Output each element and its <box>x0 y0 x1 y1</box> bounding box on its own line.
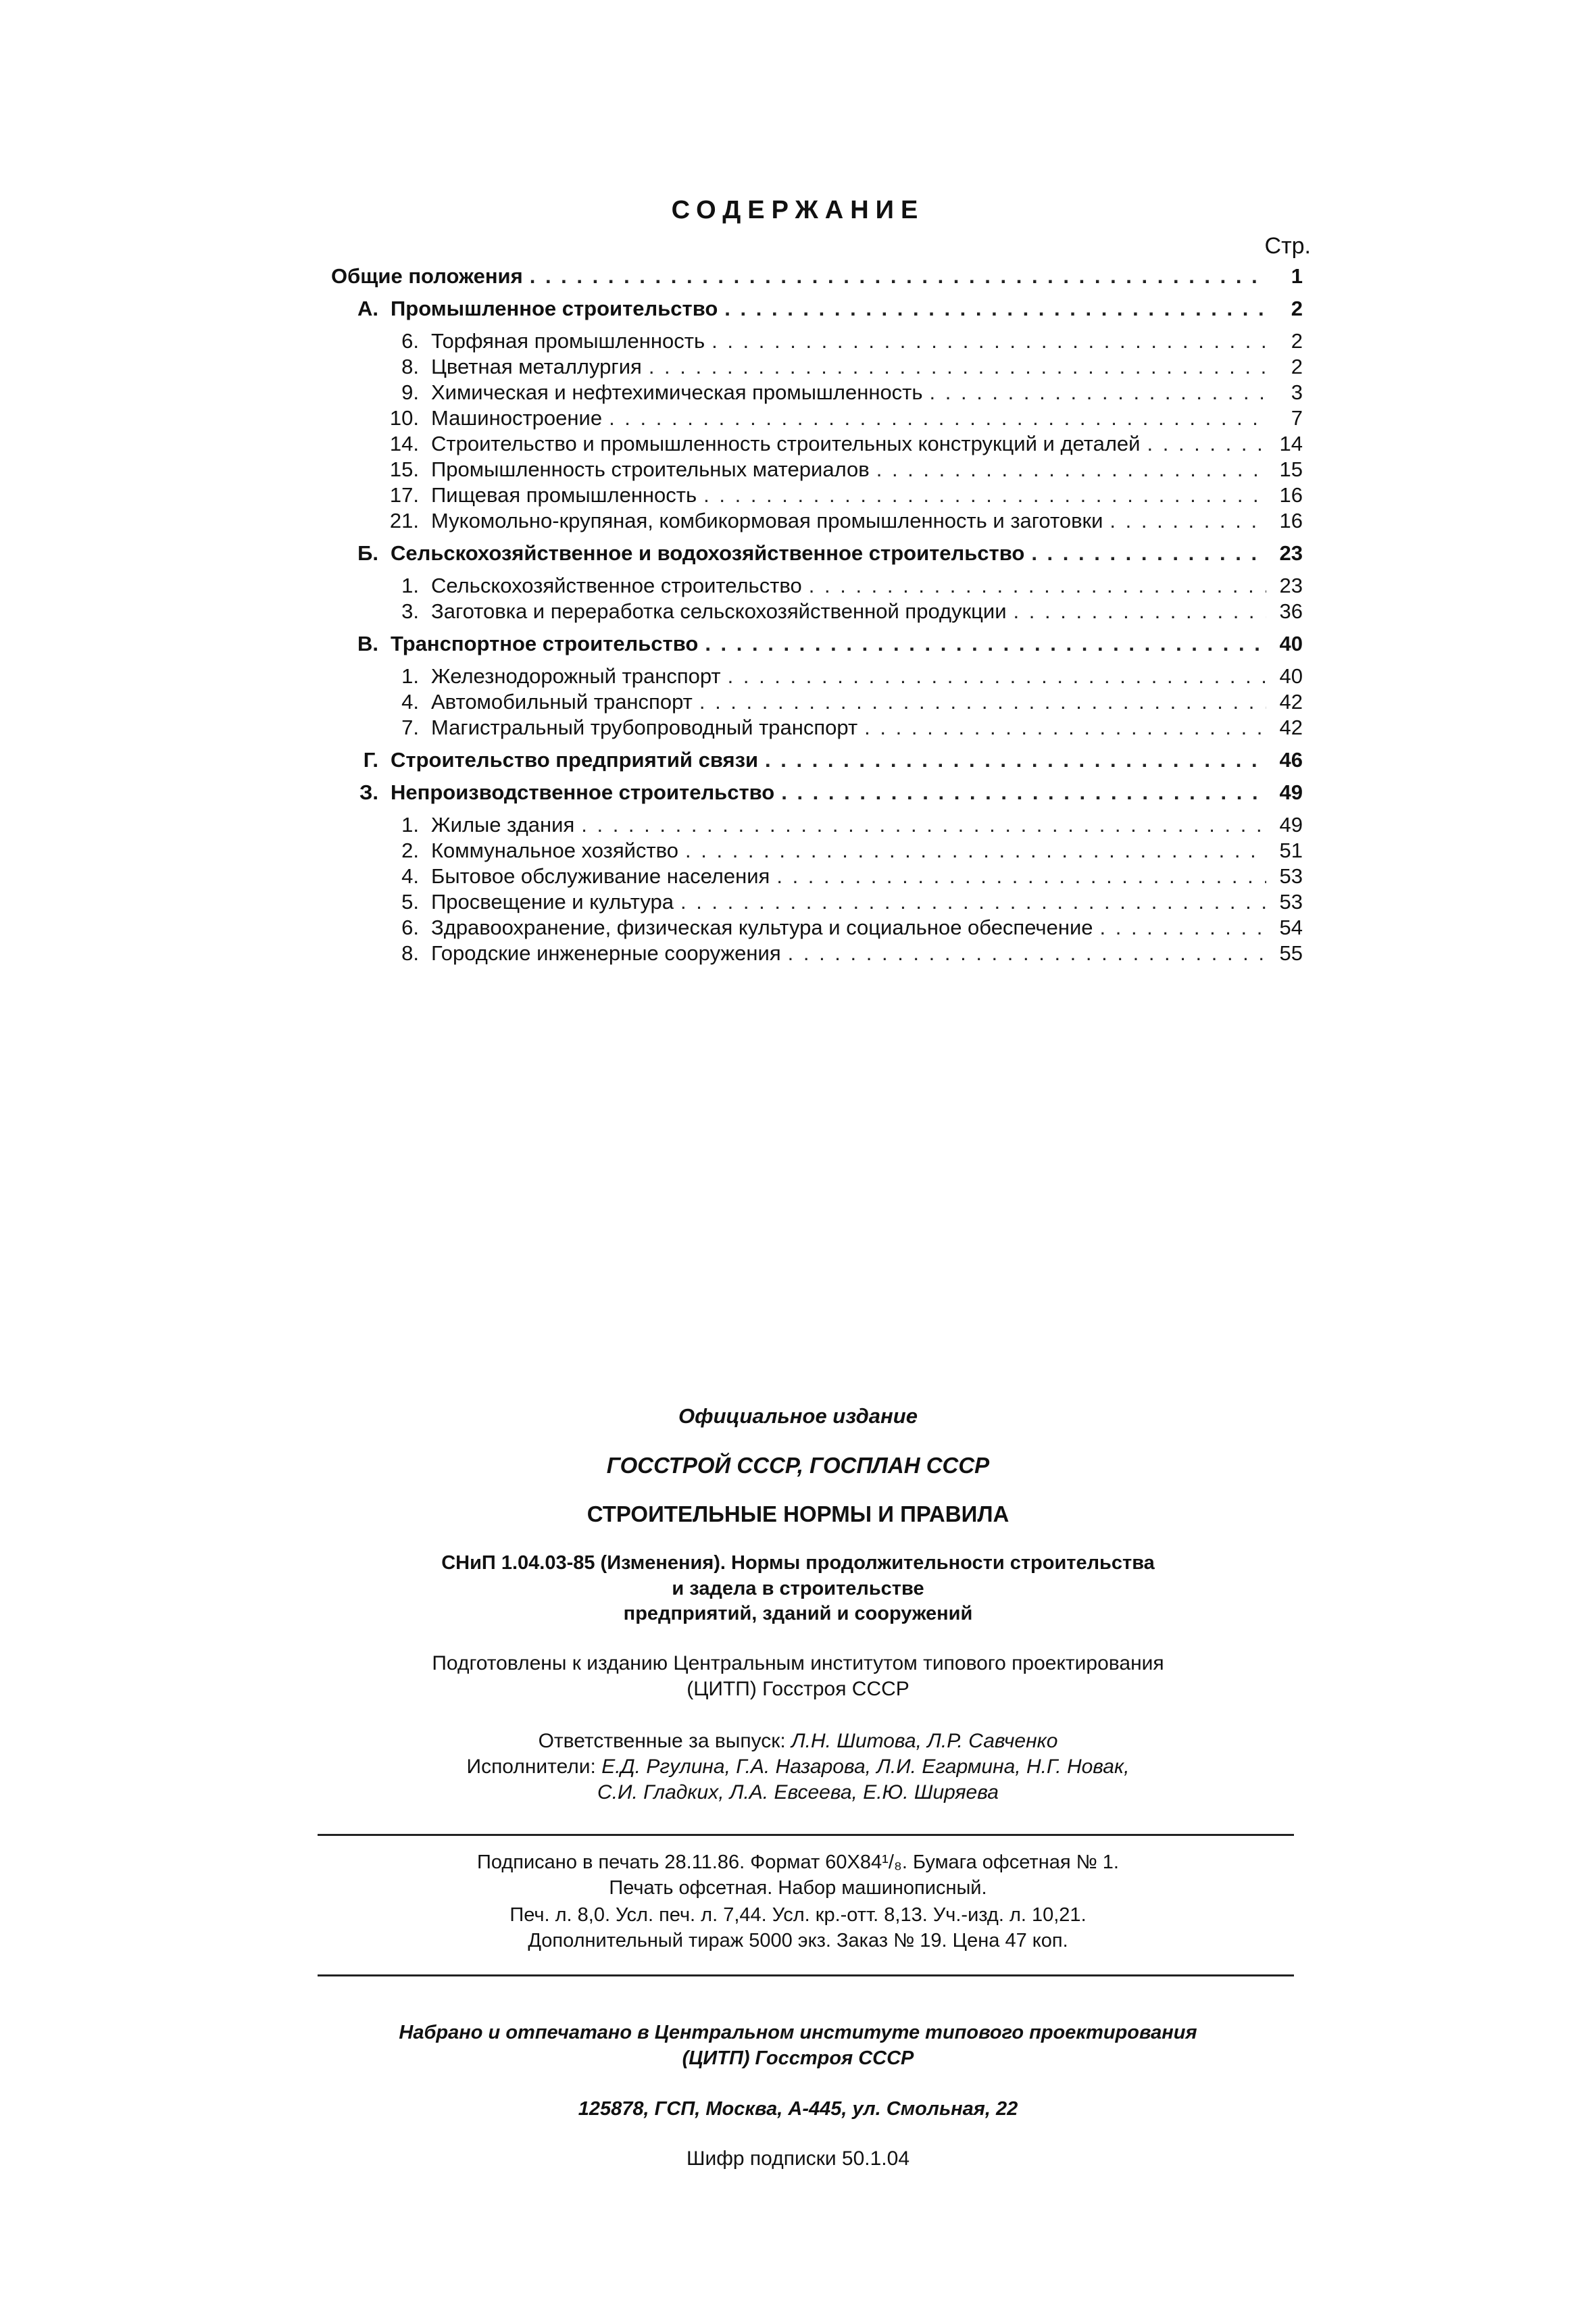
toc-entry-number: 6. <box>401 916 419 939</box>
toc-entry-label: Просвещение и культура <box>431 890 674 914</box>
toc-dot-leader <box>705 631 1266 657</box>
prepared-by-line-1: Подготовлены к изданию Центральным институтом типового проектирования <box>432 1652 1164 1674</box>
toc-dot-leader <box>724 296 1266 322</box>
toc-entry-page: 36 <box>1279 599 1303 623</box>
toc-entry-label: Пищевая промышленность <box>431 483 697 507</box>
toc-entry-number: 1. <box>401 813 419 837</box>
toc-subentry <box>331 689 1303 715</box>
toc-entry-page: 51 <box>1279 839 1303 862</box>
toc-gap <box>331 773 1303 780</box>
toc-title: СОДЕРЖАНИЕ <box>671 196 925 224</box>
divider-bottom <box>318 1974 1294 1976</box>
toc-gap <box>331 805 1303 812</box>
toc-subentry <box>331 838 1303 864</box>
toc-gap <box>331 534 1303 541</box>
toc-subentry <box>331 457 1303 482</box>
toc-entry-number: В. <box>357 632 378 655</box>
toc-entry-label: Цветная металлургия <box>431 355 642 378</box>
toc-entry-page: 53 <box>1279 890 1303 914</box>
toc-subentry <box>331 599 1303 624</box>
typeset-line-1: Набрано и отпечатано в Центральном институте типового проектирования <box>399 2022 1197 2043</box>
toc-entry-number: 15. <box>389 457 419 481</box>
toc-dot-leader <box>1031 541 1266 566</box>
toc-subentry <box>331 482 1303 508</box>
toc-dot-leader <box>728 664 1266 689</box>
toc-entry-page: 46 <box>1279 748 1303 772</box>
toc-dot-leader <box>1109 508 1266 534</box>
toc-dot-leader <box>930 380 1266 405</box>
typeset-line-2: (ЦИТП) Госстроя СССР <box>682 2047 914 2069</box>
toc-page-column-header: Стр. <box>1264 233 1311 259</box>
toc-dot-leader <box>703 482 1266 508</box>
toc-section-entry <box>331 264 1303 289</box>
executors-names-2: С.И. Гладких, Л.А. Евсеева, Е.Ю. Ширяева <box>597 1781 999 1803</box>
toc-subentry <box>331 405 1303 431</box>
toc-dot-leader <box>781 780 1266 805</box>
toc-entry-label: Жилые здания <box>431 813 575 837</box>
toc-entry-number: 2. <box>401 839 419 862</box>
print-info-line-4: Дополнительный тираж 5000 экз. Заказ № 19. Цена 47 коп. <box>528 1930 1068 1951</box>
toc-section-entry <box>331 747 1303 773</box>
toc-gap <box>331 566 1303 573</box>
toc-subentry <box>331 715 1303 741</box>
document-title-line-2: и задела в строительстве <box>672 1578 924 1599</box>
toc-dot-leader <box>609 405 1266 431</box>
toc-entry-label: Здравоохранение, физическая культура и социальное обеспечение <box>431 916 1093 939</box>
toc-entry-label: Промышленное строительство <box>391 297 718 320</box>
toc-subentry <box>331 573 1303 599</box>
toc-dot-leader <box>809 573 1266 599</box>
toc-entry-number: Г. <box>363 748 378 772</box>
toc-entry-label: Мукомольно-крупяная, комбикормовая промышленность и заготовки <box>431 509 1103 532</box>
toc-entry-number: 4. <box>401 864 419 888</box>
toc-entry-label: Машиностроение <box>431 406 603 430</box>
toc-entry-number: 5. <box>401 890 419 914</box>
toc-dot-leader <box>1147 431 1267 457</box>
toc-entry-page: 16 <box>1279 509 1303 532</box>
responsible-names: Л.Н. Шитова, Л.Р. Савченко <box>791 1730 1058 1752</box>
toc-dot-leader <box>581 812 1266 838</box>
toc-entry-label: Сельскохозяйственное и водохозяйственное строительство <box>391 541 1025 565</box>
toc-entry-label: Непроизводственное строительство <box>391 780 775 804</box>
toc-entry-label: Магистральный трубопроводный транспорт <box>431 716 858 739</box>
toc-entry-number: 4. <box>401 690 419 714</box>
toc-entry-number: 3. <box>401 599 419 623</box>
toc-subentry <box>331 941 1303 966</box>
toc-gap <box>331 289 1303 296</box>
toc-entry-page: 7 <box>1291 406 1303 430</box>
toc-subentry <box>331 915 1303 941</box>
toc-dot-leader <box>685 838 1266 864</box>
toc-subentry <box>331 889 1303 915</box>
toc-entry-label: Сельскохозяйственное строительство <box>431 574 802 597</box>
toc-entry-page: 55 <box>1279 941 1303 965</box>
toc-dot-leader <box>788 941 1266 966</box>
toc-entry-page: 14 <box>1279 432 1303 455</box>
toc-entry-label: Коммунальное хозяйство <box>431 839 679 862</box>
toc-entry-number: 10. <box>389 406 419 430</box>
table-of-contents <box>331 264 1303 966</box>
responsible-label: Ответственные за выпуск: <box>538 1730 786 1752</box>
toc-entry-page: 40 <box>1279 664 1303 688</box>
toc-subentry <box>331 864 1303 889</box>
toc-section-entry <box>331 541 1303 566</box>
subscription-code: Шифр подписки 50.1.04 <box>686 2147 910 2170</box>
toc-dot-leader <box>680 889 1266 915</box>
toc-subentry <box>331 508 1303 534</box>
toc-dot-leader <box>530 264 1266 289</box>
toc-subentry <box>331 812 1303 838</box>
toc-entry-label: Железнодорожный транспорт <box>431 664 721 688</box>
toc-entry-number: Б. <box>357 541 378 565</box>
toc-entry-label: Промышленность строительных материалов <box>431 457 870 481</box>
toc-subentry <box>331 380 1303 405</box>
toc-dot-leader <box>649 354 1266 380</box>
toc-entry-number: З. <box>359 780 378 804</box>
toc-gap <box>331 322 1303 328</box>
toc-entry-label: Общие положения <box>331 264 523 288</box>
toc-entry-number: 8. <box>401 941 419 965</box>
toc-dot-leader <box>864 715 1266 741</box>
toc-entry-number: 6. <box>401 329 419 353</box>
toc-entry-label: Строительство предприятий связи <box>391 748 759 772</box>
toc-subentry <box>331 328 1303 354</box>
toc-entry-page: 1 <box>1291 264 1303 288</box>
executors-names-1: Е.Д. Ргулина, Г.А. Назарова, Л.И. Егармина, Н.Г. Новак, <box>601 1756 1130 1778</box>
toc-entry-page: 42 <box>1279 690 1303 714</box>
toc-entry-page: 49 <box>1279 780 1303 804</box>
toc-entry-label: Автомобильный транспорт <box>431 690 693 714</box>
executors-label: Исполнители: <box>466 1756 596 1778</box>
toc-entry-page: 23 <box>1279 541 1303 565</box>
toc-subentry <box>331 431 1303 457</box>
toc-entry-number: 7. <box>401 716 419 739</box>
toc-entry-number: 14. <box>389 432 419 455</box>
official-edition-label: Официальное издание <box>678 1404 918 1428</box>
toc-entry-label: Строительство и промышленность строительных конструкций и деталей <box>431 432 1141 455</box>
toc-subentry <box>331 664 1303 689</box>
toc-entry-number: А. <box>357 297 378 320</box>
toc-entry-page: 53 <box>1279 864 1303 888</box>
toc-entry-number: 21. <box>389 509 419 532</box>
toc-entry-page: 54 <box>1279 916 1303 939</box>
toc-entry-page: 49 <box>1279 813 1303 837</box>
toc-section-entry <box>331 631 1303 657</box>
toc-entry-page: 15 <box>1279 457 1303 481</box>
toc-entry-page: 23 <box>1279 574 1303 597</box>
toc-entry-page: 42 <box>1279 716 1303 739</box>
toc-entry-label: Бытовое обслуживание населения <box>431 864 770 888</box>
toc-entry-number: 9. <box>401 380 419 404</box>
toc-subentry <box>331 354 1303 380</box>
toc-section-entry <box>331 780 1303 805</box>
responsible-line <box>0 1730 1596 1753</box>
toc-dot-leader <box>699 689 1266 715</box>
toc-dot-leader <box>765 747 1266 773</box>
toc-entry-label: Городские инженерные сооружения <box>431 941 781 965</box>
toc-dot-leader <box>712 328 1266 354</box>
toc-entry-page: 16 <box>1279 483 1303 507</box>
toc-gap <box>331 741 1303 747</box>
toc-section-entry <box>331 296 1303 322</box>
document-title-line-3: предприятий, зданий и сооружений <box>623 1603 973 1624</box>
toc-entry-label: Заготовка и переработка сельскохозяйственной продукции <box>431 599 1007 623</box>
print-info-line-2: Печать офсетная. Набор машинописный. <box>609 1877 987 1899</box>
toc-dot-leader <box>776 864 1266 889</box>
print-info-line-1: Подписано в печать 28.11.86. Формат 60Х84¹/₈. Бумага офсетная № 1. <box>477 1851 1119 1873</box>
toc-entry-page: 2 <box>1291 329 1303 353</box>
executors-line-1 <box>0 1756 1596 1778</box>
prepared-by-line-2: (ЦИТП) Госстроя СССР <box>687 1678 909 1700</box>
document-title-line-1: СНиП 1.04.03-85 (Изменения). Нормы продолжительности строительства <box>441 1552 1155 1574</box>
toc-entry-page: 2 <box>1291 297 1303 320</box>
toc-entry-page: 40 <box>1279 632 1303 655</box>
divider-top <box>318 1834 1294 1836</box>
toc-entry-number: 17. <box>389 483 419 507</box>
toc-entry-number: 8. <box>401 355 419 378</box>
toc-dot-leader <box>876 457 1266 482</box>
toc-entry-label: Транспортное строительство <box>391 632 699 655</box>
toc-entry-page: 3 <box>1291 380 1303 404</box>
toc-entry-page: 2 <box>1291 355 1303 378</box>
address: 125878, ГСП, Москва, А-445, ул. Смольная, 22 <box>578 2098 1018 2120</box>
print-info-line-3: Печ. л. 8,0. Усл. печ. л. 7,44. Усл. кр.-отт. 8,13. Уч.-изд. л. 10,21. <box>509 1904 1087 1926</box>
toc-entry-number: 1. <box>401 574 419 597</box>
toc-entry-label: Химическая и нефтехимическая промышленность <box>431 380 923 404</box>
toc-gap <box>331 657 1303 664</box>
toc-dot-leader <box>1100 915 1267 941</box>
toc-dot-leader <box>1014 599 1266 624</box>
series-title: СТРОИТЕЛЬНЫЕ НОРМЫ И ПРАВИЛА <box>587 1501 1009 1526</box>
publisher: ГОССТРОЙ СССР, ГОСПЛАН СССР <box>606 1453 990 1478</box>
toc-gap <box>331 624 1303 631</box>
toc-entry-label: Торфяная промышленность <box>431 329 705 353</box>
toc-entry-number: 1. <box>401 664 419 688</box>
